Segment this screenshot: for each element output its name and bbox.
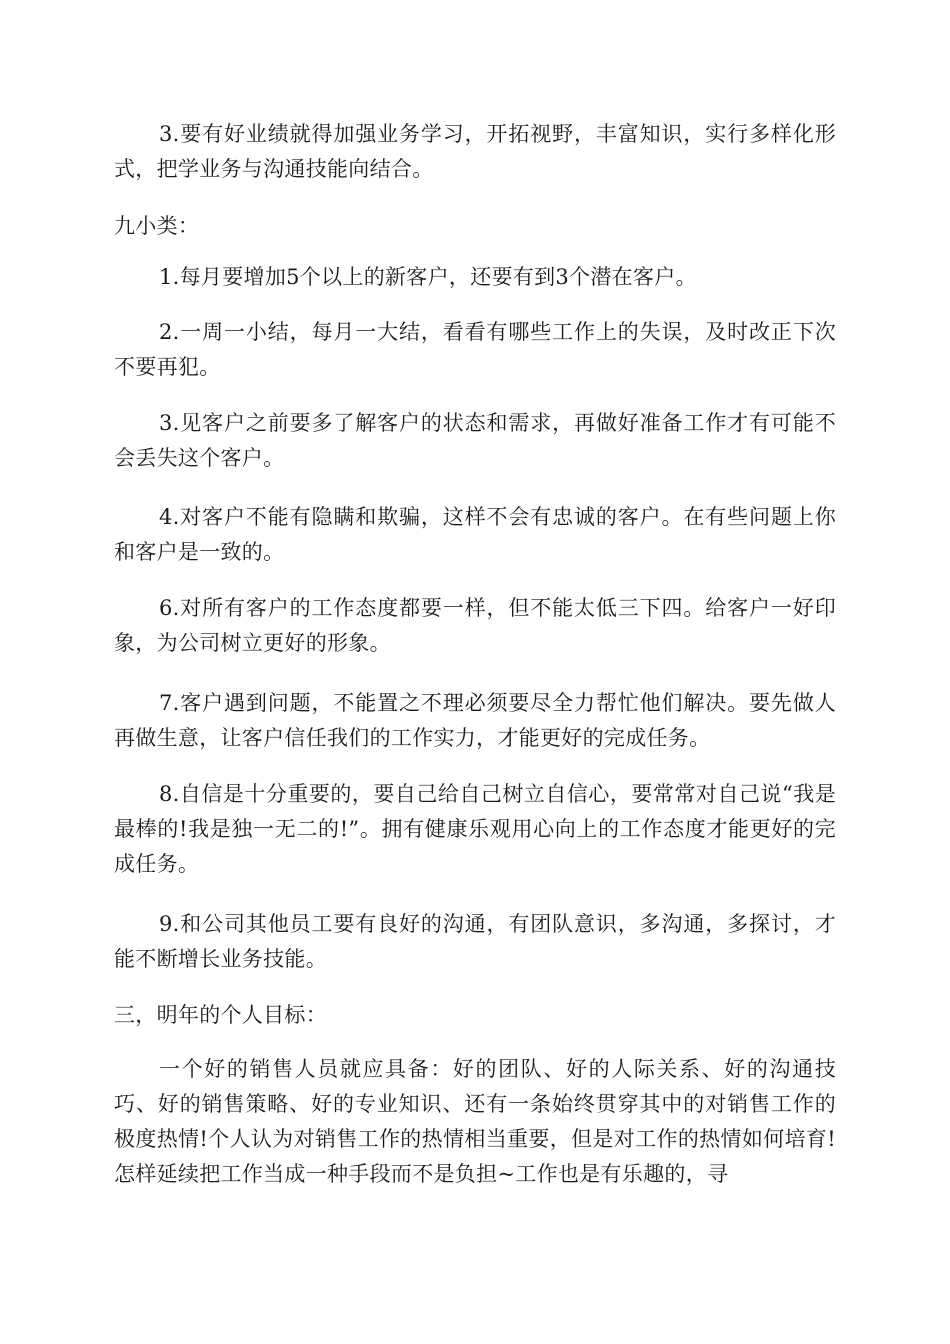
heading-next-year-goals: 三，明年的个人目标： [114,1003,327,1027]
heading-nine-categories: 九小类： [114,214,200,238]
list-item-1: 1.每月要增加5个以上的新客户，还要有到3个潜在客户。 [159,265,697,289]
list-item-6: 6.对所有客户的工作态度都要一样，但不能太低三下四。给客户一好印象，为公司树立更好的形象。 [114,596,836,655]
list-item-3: 3.见客户之前要多了解客户的状态和需求，再做好准备工作才有可能不会丢失这个客户。 [114,411,836,470]
list-item-2: 2.一周一小结，每月一大结，看看有哪些工作上的失误，及时改正下次不要再犯。 [114,320,836,379]
paragraph-sales-qualities: 一个好的销售人员就应具备：好的团队、好的人际关系、好的沟通技巧、好的销售策略、好的专业知识、还有一条始终贯穿其中的对销售工作的极度热情!个人认为对销售工作的热情相当重要，但是对工作的热情如何培育!怎样延续把工作当成一种手段而不是负担~工作也是有乐趣的，寻 [114,1057,836,1186]
list-item-9: 9.和公司其他员工要有良好的沟通，有团队意识，多沟通，多探讨，才能不断增长业务技能。 [114,912,836,971]
list-item-8: 8.自信是十分重要的，要自己给自己树立自信心，要常常对自己说“我是最棒的!我是独一无二的!”。拥有健康乐观用心向上的工作态度才能更好的完成任务。 [114,782,836,876]
list-item-4: 4.对客户不能有隐瞒和欺骗，这样不会有忠诚的客户。在有些问题上你和客户是一致的。 [114,505,836,564]
paragraph-study-tip: 3.要有好业绩就得加强业务学习，开拓视野，丰富知识，实行多样化形式，把学业务与沟通技能向结合。 [114,122,836,181]
list-item-7: 7.客户遇到问题，不能置之不理必须要尽全力帮忙他们解决。要先做人再做生意，让客户信任我们的工作实力，才能更好的完成任务。 [114,691,836,750]
